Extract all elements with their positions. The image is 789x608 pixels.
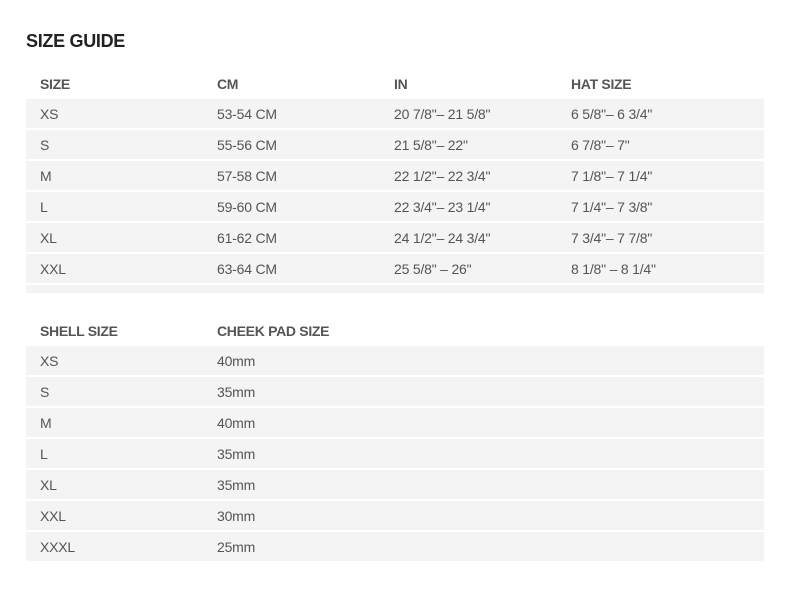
table-row <box>26 192 764 223</box>
size-cell: S <box>26 130 203 161</box>
hat-size-cell: 7 1/8"– 7 1/4" <box>557 161 764 192</box>
table-row <box>26 254 764 285</box>
cheek-pad-size-cell: 30mm <box>203 501 764 532</box>
shell-size-cell: XXL <box>26 501 203 532</box>
in-cell: 22 3/4"– 23 1/4" <box>380 192 557 223</box>
cheek-pad-size-cell: 35mm <box>203 470 764 501</box>
table-row <box>26 470 764 501</box>
cheek-pad-size-cell: 35mm <box>203 439 764 470</box>
hat-size-cell: 8 1/8" – 8 1/4" <box>557 254 764 285</box>
empty-row <box>26 285 764 293</box>
cheek-pad-size-cell: 40mm <box>203 408 764 439</box>
cm-cell: 61-62 CM <box>203 223 380 254</box>
in-cell: 25 5/8" – 26" <box>380 254 557 285</box>
shell-size-cell: M <box>26 408 203 439</box>
size-cell: XXL <box>26 254 203 285</box>
table-row <box>26 532 764 563</box>
cm-cell: 59-60 CM <box>203 192 380 223</box>
table-row <box>26 346 764 377</box>
hat-size-cell: 6 5/8"– 6 3/4" <box>557 99 764 130</box>
cm-cell: 57-58 CM <box>203 161 380 192</box>
in-cell: 20 7/8"– 21 5/8" <box>380 99 557 130</box>
in-cell: 21 5/8"– 22" <box>380 130 557 161</box>
column-header-cm: CM <box>217 76 239 92</box>
page-title: SIZE GUIDE <box>26 31 126 51</box>
cm-cell: 55-56 CM <box>203 130 380 161</box>
table-row <box>26 161 764 192</box>
table-row <box>26 130 764 161</box>
size-cell: XL <box>26 223 203 254</box>
column-header-size: SIZE <box>40 76 70 92</box>
size-cell: M <box>26 161 203 192</box>
table-row <box>26 408 764 439</box>
hat-size-cell: 7 3/4"– 7 7/8" <box>557 223 764 254</box>
cheek-pad-table-header-row <box>26 316 764 346</box>
shell-size-cell: XXXL <box>26 532 203 563</box>
column-header-shell-size: SHELL SIZE <box>40 323 118 339</box>
table-row <box>26 439 764 470</box>
size-table-header-row <box>26 69 764 99</box>
table-row <box>26 99 764 130</box>
shell-size-cell: L <box>26 439 203 470</box>
column-header-in: IN <box>394 76 408 92</box>
cheek-pad-table <box>26 316 764 563</box>
size-table <box>26 69 764 293</box>
shell-size-cell: S <box>26 377 203 408</box>
cheek-pad-size-cell: 25mm <box>203 532 764 563</box>
hat-size-cell: 7 1/4"– 7 3/8" <box>557 192 764 223</box>
column-header-hat-size: HAT SIZE <box>571 76 632 92</box>
table-row <box>26 377 764 408</box>
in-cell: 24 1/2"– 24 3/4" <box>380 223 557 254</box>
cm-cell: 63-64 CM <box>203 254 380 285</box>
column-header-cheek-pad-size: CHEEK PAD SIZE <box>217 323 330 339</box>
cm-cell: 53-54 CM <box>203 99 380 130</box>
empty-cell <box>26 285 764 293</box>
cheek-pad-size-cell: 40mm <box>203 346 764 377</box>
size-cell: L <box>26 192 203 223</box>
size-cell: XS <box>26 99 203 130</box>
hat-size-cell: 6 7/8"– 7" <box>557 130 764 161</box>
shell-size-cell: XL <box>26 470 203 501</box>
shell-size-cell: XS <box>26 346 203 377</box>
table-row <box>26 501 764 532</box>
in-cell: 22 1/2"– 22 3/4" <box>380 161 557 192</box>
cheek-pad-size-cell: 35mm <box>203 377 764 408</box>
table-row <box>26 223 764 254</box>
